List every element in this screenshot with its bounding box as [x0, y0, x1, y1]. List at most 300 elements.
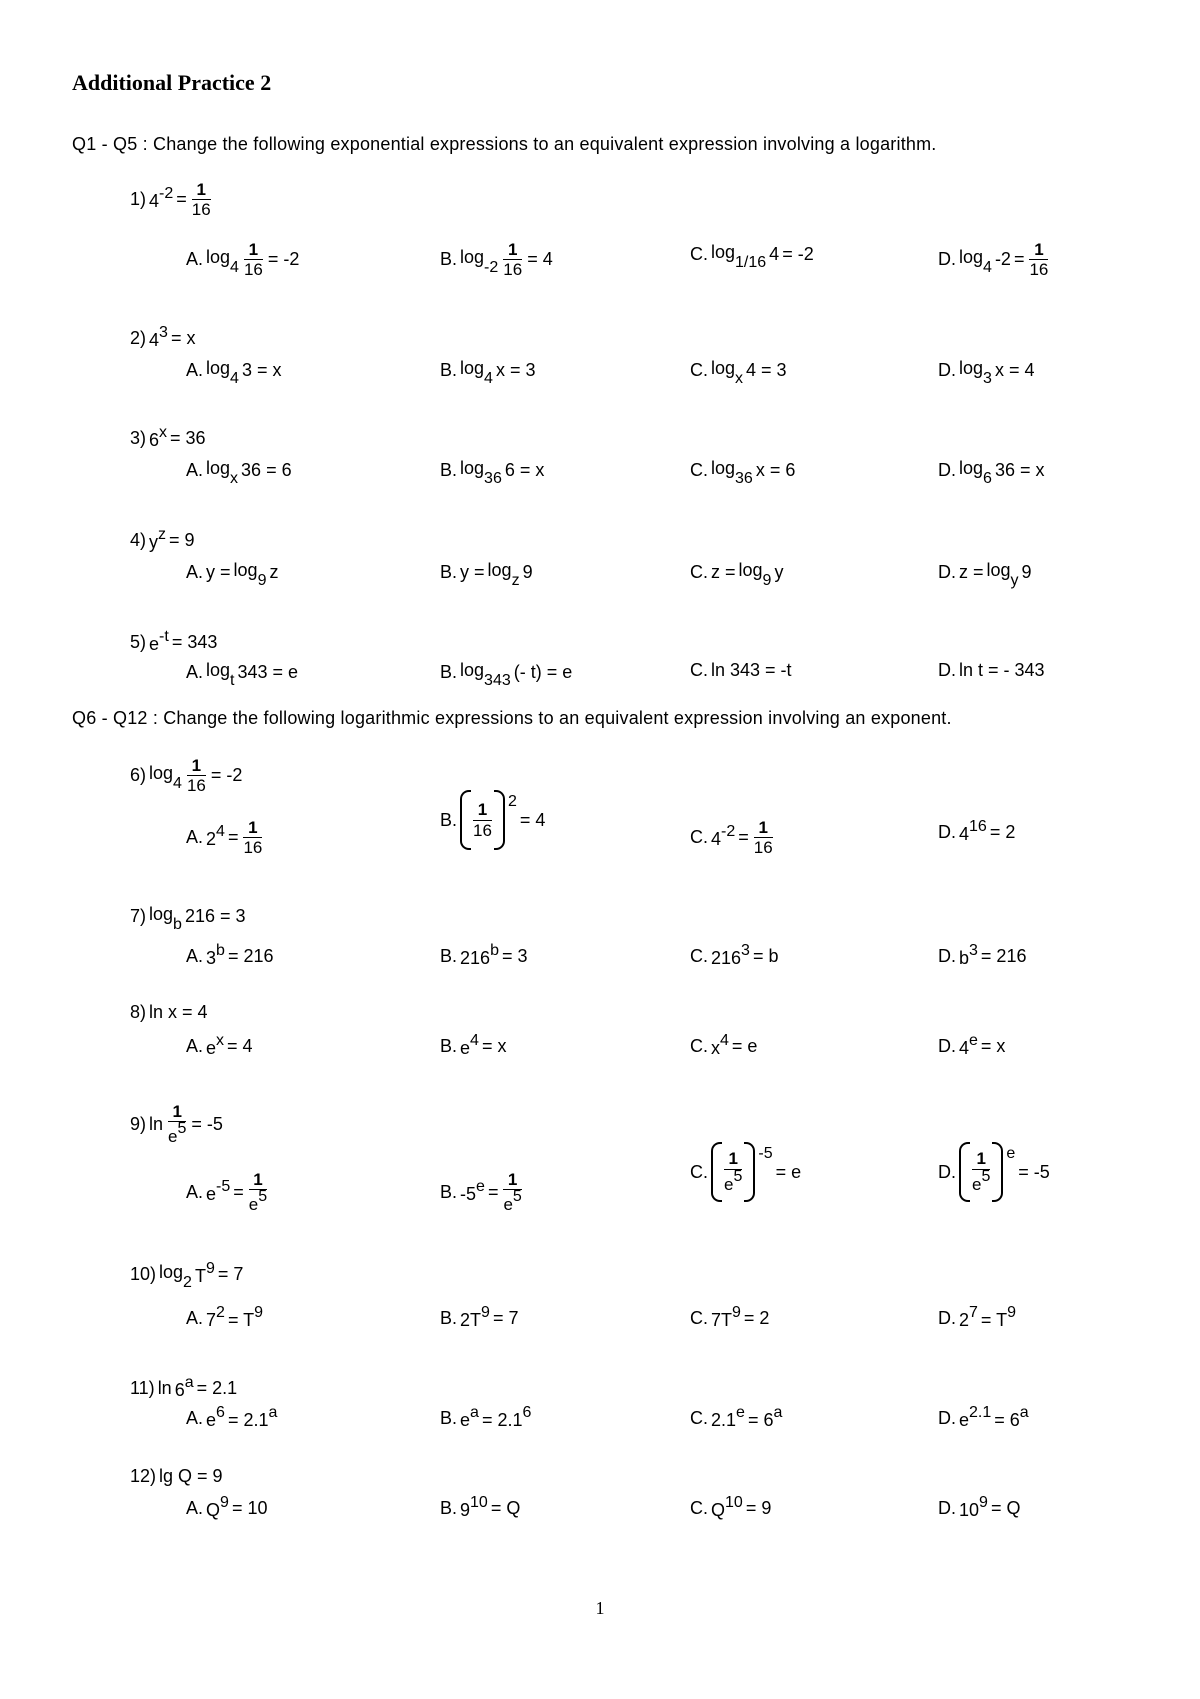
power: [460, 1177, 485, 1205]
power-base: 2: [206, 829, 217, 850]
question-stem: [130, 757, 242, 796]
log-function: [711, 242, 767, 271]
expr-remainder: [232, 1498, 268, 1519]
remainder-exponent: a: [773, 1404, 783, 1421]
log-base: t: [230, 671, 235, 689]
question-number: 10): [130, 1264, 157, 1285]
expr-remainder: [491, 1498, 521, 1519]
power-base: Q: [711, 1500, 726, 1520]
fraction-numerator: 1: [976, 1149, 986, 1169]
fraction-denominator: 16: [191, 200, 211, 220]
fraction-denominator: 16: [1029, 260, 1049, 280]
answer-option[interactable]: [938, 1496, 1020, 1521]
remainder-text: = 2: [743, 1308, 770, 1328]
expr-remainder: [482, 1406, 531, 1431]
expr-remainder: [172, 632, 218, 653]
function-name: ln: [149, 1113, 164, 1134]
answer-option[interactable]: [440, 458, 545, 487]
option-letter: C.: [690, 1161, 708, 1182]
expr-remainder: [238, 662, 299, 683]
power: [149, 426, 167, 451]
right-parenthesis: [744, 1142, 755, 1202]
option-letter: C.: [690, 244, 708, 265]
answer-option[interactable]: [440, 1034, 506, 1059]
question-number: 1): [130, 189, 147, 210]
answer-option[interactable]: [690, 358, 787, 387]
log-function: [149, 1114, 163, 1135]
question-stem: [130, 426, 206, 451]
function-name: log: [233, 560, 258, 580]
exponent: 4: [470, 1032, 479, 1049]
answer-option[interactable]: [690, 242, 814, 271]
exponent: 2: [216, 1304, 225, 1321]
option-letter: C.: [690, 562, 708, 583]
question-stem: [130, 1103, 223, 1146]
question-number: 9): [130, 1113, 147, 1134]
exponent: b: [490, 942, 499, 959]
power: [959, 944, 978, 969]
left-parenthesis: [460, 790, 471, 850]
power: [206, 1177, 231, 1205]
fraction: [244, 241, 263, 280]
expr-remainder: [496, 360, 536, 381]
option-letter: C.: [690, 946, 708, 966]
function-name: log: [206, 458, 231, 478]
expr-prefix: z =: [959, 562, 984, 583]
expr-remainder: [502, 946, 528, 967]
parenthesized-fraction: [460, 790, 505, 850]
option-letter: D.: [938, 460, 956, 481]
power: [711, 1306, 741, 1331]
answer-option[interactable]: [938, 660, 1045, 681]
log-function: [959, 247, 992, 276]
log-base: 6: [983, 469, 992, 487]
remainder-text: = -5: [1018, 1161, 1050, 1182]
expr-remainder: [732, 1036, 758, 1057]
answer-option[interactable]: [186, 660, 299, 689]
fraction-denominator-group: [473, 822, 492, 840]
log-base: -2: [484, 258, 499, 276]
option-letter: A.: [186, 460, 204, 481]
expr-remainder: [776, 1162, 802, 1183]
remainder-text: = 2.1: [196, 1378, 238, 1398]
expr-remainder: [782, 244, 814, 265]
answer-option[interactable]: [440, 1306, 518, 1331]
function-name: log: [149, 763, 174, 784]
answer-option[interactable]: [186, 458, 292, 487]
option-letter: B.: [440, 249, 458, 270]
exponent: 6: [216, 1404, 225, 1421]
fraction: [473, 801, 492, 840]
expr-prefix: y =: [206, 562, 231, 583]
expr-remainder: [959, 660, 1045, 681]
log-base: 9: [257, 571, 267, 589]
function-name: log: [206, 247, 231, 268]
answer-option[interactable]: [938, 1406, 1029, 1431]
remainder-text: = e: [775, 1161, 802, 1182]
power: [460, 944, 499, 969]
expr-remainder: [211, 765, 243, 786]
remainder-text: = T: [980, 1310, 1008, 1330]
answer-option[interactable]: [690, 944, 778, 969]
option-letter: A.: [186, 562, 204, 583]
question-stem: [130, 630, 217, 655]
remainder-text: = 10: [231, 1498, 268, 1518]
function-name: log: [206, 660, 231, 680]
exponent: b: [216, 942, 225, 959]
log-function: [959, 358, 992, 387]
function-name: log: [206, 358, 231, 378]
power-base: e: [460, 1410, 471, 1430]
fraction-denominator: 16: [243, 260, 263, 280]
exponent: 10: [725, 1494, 743, 1511]
fraction-denominator-group: [754, 839, 773, 857]
power: [149, 326, 168, 351]
power: [711, 825, 735, 850]
remainder-text: = 6: [994, 1410, 1020, 1430]
remainder-text: = 2.1: [227, 1410, 269, 1430]
remainder-text: = -5: [191, 1113, 223, 1134]
question-stem: [130, 1260, 244, 1291]
answer-option[interactable]: [186, 1171, 269, 1214]
log-function: [711, 358, 744, 387]
fraction: [503, 241, 522, 280]
function-name: log: [460, 458, 485, 478]
log-function: [738, 560, 772, 589]
remainder-text: = 9: [169, 530, 195, 550]
expr-remainder: [185, 906, 246, 927]
fraction-denominator: 16: [243, 838, 263, 858]
function-name: log: [959, 247, 984, 268]
answer-option[interactable]: [186, 241, 299, 280]
fraction-denominator: e: [168, 1127, 178, 1146]
answer-option[interactable]: [186, 560, 279, 589]
answer-option[interactable]: [440, 241, 553, 280]
remainder-text: 216 = 3: [184, 906, 246, 927]
fraction-numerator: 1: [172, 1101, 182, 1121]
exponent: -2: [721, 823, 736, 841]
power-base: x: [711, 1038, 720, 1058]
answer-option[interactable]: [186, 1406, 277, 1431]
denominator-exponent: 5: [177, 1120, 187, 1138]
fraction-denominator-group: [248, 1188, 268, 1214]
option-letter: B.: [440, 662, 458, 683]
remainder-exponent: a: [268, 1404, 278, 1421]
answer-option[interactable]: [938, 1142, 1050, 1202]
exponent: z: [158, 526, 167, 543]
power: [149, 187, 173, 212]
power: [711, 1496, 743, 1521]
remainder-text: = 9: [745, 1498, 772, 1518]
log-base: 4: [230, 369, 239, 387]
option-letter: B.: [440, 1036, 458, 1056]
answer-option[interactable]: [440, 790, 545, 850]
function-name: log: [487, 560, 512, 580]
power-base: 216: [460, 948, 491, 968]
function-name: log: [460, 358, 485, 378]
option-letter: A.: [186, 1181, 204, 1202]
option-letter: B.: [440, 946, 458, 966]
expr-remainder: [242, 360, 282, 381]
option-letter: D.: [938, 360, 956, 381]
answer-option[interactable]: [690, 1306, 769, 1331]
answer-option[interactable]: [938, 944, 1026, 969]
fraction-numerator: 1: [1034, 239, 1044, 259]
function-name: log: [711, 358, 736, 378]
answer-option[interactable]: [440, 560, 533, 589]
section-2-instruction: Q6 - Q12 : Change the following logarithmic expressions to an equivalent expression involving an exponent.: [72, 708, 952, 728]
log-argument: -2: [994, 249, 1011, 270]
fraction-denominator: e: [972, 1174, 982, 1194]
function-name: log: [711, 242, 736, 262]
answer-option[interactable]: [938, 458, 1045, 487]
log-base: 3: [983, 369, 992, 387]
left-parenthesis: [959, 1142, 970, 1202]
exponent: 7: [969, 1304, 978, 1321]
fraction: [249, 1171, 267, 1214]
option-letter: A.: [186, 946, 204, 966]
fraction-denominator-group: [1029, 261, 1048, 279]
remainder-text: 9: [522, 562, 533, 583]
answer-option[interactable]: [186, 944, 273, 969]
question-stem: [130, 181, 213, 220]
answer-option[interactable]: [440, 660, 573, 689]
power-base: T: [194, 1266, 206, 1287]
answer-option[interactable]: [440, 1496, 520, 1521]
answer-option[interactable]: [938, 560, 1032, 589]
answer-option[interactable]: [440, 944, 528, 969]
answer-option[interactable]: [690, 1406, 782, 1431]
fraction: [972, 1150, 990, 1193]
answer-option[interactable]: [690, 819, 775, 858]
exponent: 2.1: [969, 1404, 992, 1421]
expr-remainder: [191, 1114, 223, 1135]
expr-remainder: [995, 360, 1035, 381]
power-base: 4: [959, 1038, 970, 1058]
option-letter: B.: [440, 562, 458, 583]
remainder-text: = x: [481, 1036, 507, 1056]
option-letter: B.: [440, 460, 458, 481]
remainder-text: = b: [752, 946, 779, 966]
log-base: x: [230, 469, 239, 487]
question-number: 8): [130, 1002, 147, 1022]
parenthesized-fraction: [711, 1142, 755, 1202]
power-base: e: [149, 634, 160, 654]
power-base: b: [959, 948, 970, 968]
option-letter: C.: [690, 660, 708, 680]
power-base: Q: [206, 1500, 221, 1520]
question-number: 11): [130, 1378, 155, 1398]
remainder-text: = Q: [990, 1498, 1021, 1518]
remainder-text: = x: [980, 1036, 1006, 1056]
expr-remainder: [269, 562, 278, 583]
parenthesized-fraction: [959, 1142, 1003, 1202]
answer-option[interactable]: [938, 358, 1035, 387]
equals-sign: =: [233, 1181, 244, 1202]
remainder-text: = 7: [492, 1308, 519, 1328]
power-base: 6: [174, 1380, 185, 1400]
remainder-text: 3 = x: [241, 360, 282, 381]
function-name: log: [711, 458, 736, 478]
option-letter: D.: [938, 822, 956, 842]
answer-option[interactable]: [440, 1406, 531, 1431]
log-base: 36: [484, 469, 502, 487]
remainder-text: = 4: [227, 1036, 253, 1056]
question-number: 4): [130, 530, 147, 550]
power: [460, 1496, 488, 1521]
answer-option[interactable]: [690, 1496, 771, 1521]
exponent: 3: [159, 324, 168, 341]
answer-option[interactable]: [690, 1142, 801, 1202]
power-base: 6: [149, 430, 160, 450]
power-base: e: [959, 1410, 970, 1430]
exponent: -t: [159, 628, 169, 645]
answer-option[interactable]: [690, 458, 796, 487]
question-stem: [130, 1002, 208, 1023]
right-parenthesis: [494, 790, 505, 850]
remainder-text: 343 = e: [237, 662, 299, 683]
fraction-denominator-group: [244, 261, 263, 279]
answer-option[interactable]: [186, 819, 264, 858]
answer-option[interactable]: [938, 1034, 1005, 1059]
question-stem: [130, 1466, 223, 1487]
answer-option[interactable]: [690, 660, 792, 681]
question-number: 5): [130, 632, 147, 652]
fraction-denominator-group: [168, 1120, 187, 1146]
power: [149, 630, 169, 655]
remainder-text: = 3: [501, 946, 528, 966]
expr-prefix: z =: [711, 562, 736, 583]
expr-remainder: [482, 1036, 507, 1057]
option-letter: A.: [186, 1498, 204, 1518]
answer-option[interactable]: [440, 358, 536, 387]
remainder-text: = 7: [217, 1264, 244, 1285]
option-letter: C.: [690, 1308, 708, 1328]
answer-option[interactable]: [938, 820, 1015, 845]
log-base: 4: [983, 258, 992, 276]
log-base: 9: [762, 571, 772, 589]
expr-remainder: [995, 460, 1045, 481]
log-base: 4: [484, 369, 493, 387]
option-letter: C.: [690, 827, 708, 848]
log-function: [206, 660, 235, 689]
power-base: 7: [206, 1310, 217, 1330]
power: [959, 1496, 988, 1521]
expr-remainder: [711, 660, 792, 681]
power: [959, 1034, 978, 1059]
option-letter: D.: [938, 249, 956, 270]
option-letter: D.: [938, 1408, 956, 1428]
remainder-text: = T: [227, 1310, 255, 1330]
fraction-denominator: 16: [473, 820, 492, 840]
remainder-text: y: [774, 562, 784, 583]
remainder-text: 4 = 3: [746, 360, 787, 381]
function-name: log: [159, 1262, 184, 1282]
power-base: e: [460, 1038, 471, 1058]
power: [206, 1034, 224, 1059]
log-base: z: [511, 571, 520, 589]
power: [711, 1406, 745, 1431]
log-function: [206, 358, 239, 387]
log-base: 2: [183, 1273, 192, 1291]
power: [460, 1034, 479, 1059]
answer-option[interactable]: [938, 1306, 1016, 1331]
exponent: 2: [507, 793, 517, 810]
question-number: 3): [130, 428, 147, 448]
fraction: [754, 819, 773, 858]
remainder-text: x = 3: [495, 360, 536, 381]
power: [959, 1406, 991, 1431]
answer-option[interactable]: [186, 1306, 263, 1331]
fraction-numerator: 1: [508, 239, 518, 259]
fraction-numerator: 1: [507, 1169, 518, 1189]
remainder-text: x = 4: [994, 360, 1035, 381]
equals-sign: =: [1013, 249, 1025, 270]
power: [195, 1262, 215, 1287]
expr-remainder: [981, 1036, 1006, 1057]
exponent: 9: [732, 1304, 741, 1321]
remainder-text: = 6: [747, 1410, 774, 1430]
answer-option[interactable]: [938, 241, 1050, 280]
answer-option[interactable]: [440, 1171, 524, 1214]
answer-option[interactable]: [186, 358, 282, 387]
log-function: [460, 247, 499, 276]
exponent: 16: [969, 818, 987, 835]
fraction-numerator: 1: [728, 1149, 738, 1169]
remainder-text: = -2: [782, 244, 814, 265]
equals-sign: =: [227, 827, 239, 848]
exponent: 9: [979, 1494, 988, 1511]
page-number: 1: [595, 1598, 605, 1618]
answer-option[interactable]: [690, 560, 784, 589]
option-letter: C.: [690, 360, 708, 381]
fraction-numerator: 1: [196, 179, 206, 199]
denominator-exponent: 5: [512, 1188, 522, 1206]
expr-remainder: [746, 1498, 772, 1519]
log-function: [711, 458, 753, 487]
expr-prefix: y =: [460, 562, 485, 583]
remainder-text: = -2: [267, 249, 300, 270]
question-stem: [130, 904, 246, 933]
expr-remainder: [527, 249, 553, 270]
power-base: 4: [711, 829, 722, 850]
option-letter: B.: [440, 360, 458, 381]
fraction-denominator-group: [187, 777, 206, 795]
log-function: [206, 247, 239, 276]
log-function: [986, 560, 1019, 589]
log-function: [206, 458, 239, 487]
fraction-denominator-group: [724, 1168, 743, 1194]
expr-remainder: [505, 460, 545, 481]
answer-option[interactable]: [690, 1034, 757, 1059]
section-1-instruction: Q1 - Q5 : Change the following exponential expressions to an equivalent expression involving a logarithm.: [72, 134, 937, 154]
answer-option[interactable]: [186, 1034, 253, 1059]
exponent: 4: [216, 823, 225, 841]
option-letter: C.: [690, 1036, 708, 1056]
answer-option[interactable]: [186, 1496, 267, 1521]
fraction-denominator-group: [503, 1188, 522, 1214]
expr-remainder: [523, 562, 533, 583]
power: [175, 1376, 194, 1401]
equals-sign: =: [738, 827, 749, 848]
question-stem: [130, 528, 195, 553]
exponent: -5: [216, 1177, 231, 1195]
power-base: e: [206, 1183, 217, 1204]
fraction: [192, 181, 211, 220]
power-base: 4: [149, 330, 160, 350]
power-base: e: [206, 1410, 217, 1430]
expr-remainder: [514, 662, 573, 683]
